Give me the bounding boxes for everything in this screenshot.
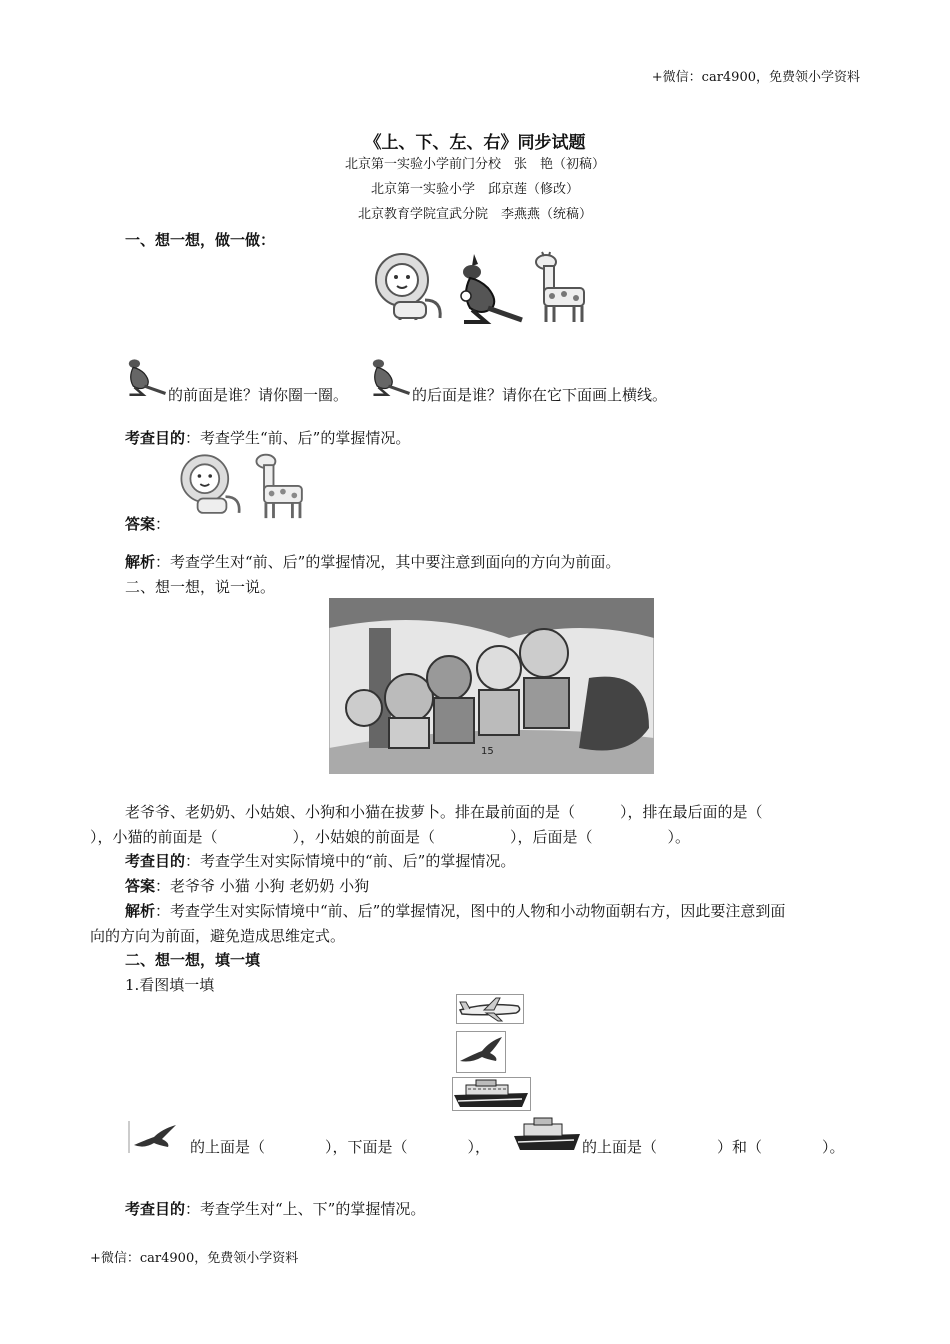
question-3-part2: 的上面是（ ）和（ ）。 xyxy=(582,1138,845,1156)
airplane-image xyxy=(456,994,524,1024)
section3-sub: 1.看图填一填 xyxy=(125,976,215,994)
ship-icon xyxy=(512,1116,582,1154)
analysis-1: 解析：考查学生对“前、后”的掌握情况，其中要注意到面向的方向为前面。 xyxy=(125,553,621,571)
question-3-part1: 的上面是（ ），下面是（ ）， xyxy=(190,1138,491,1156)
analysis-2-cont: 向的方向为前面，避免造成思维定式。 xyxy=(90,927,346,945)
kangaroo-icon xyxy=(366,350,412,396)
page-title: 《上、下、左、右》同步试题 xyxy=(364,133,586,153)
picture-number: 15 xyxy=(481,746,494,757)
purpose-2: 考查目的：考查学生对实际情境中的“前、后”的掌握情况。 xyxy=(125,852,516,870)
footer-note: +微信：car4900，免费领小学资料 xyxy=(90,1251,299,1266)
header-note: +微信：car4900，免费领小学资料 xyxy=(651,70,860,85)
author-line-1: 北京第一实验小学前门分校 张 艳（初稿） xyxy=(344,157,605,172)
ship-image xyxy=(452,1077,531,1111)
eagle-icon xyxy=(128,1121,180,1153)
question-2-line1: 老爷爷、老奶奶、小姑娘、小狗和小猫在拔萝卜。排在最前面的是（ ），排在最后面的是（ xyxy=(125,803,763,821)
purpose-3: 考查目的：考查学生对“上、下”的掌握情况。 xyxy=(125,1200,426,1218)
kangaroo-icon xyxy=(122,350,168,396)
question-2-line2: ），小猫的前面是（ ），小姑娘的前面是（ ），后面是（ ）。 xyxy=(90,828,691,846)
answer-2: 答案：老爷爷 小猫 小狗 老奶奶 小狗 xyxy=(125,877,370,895)
author-line-3: 北京教育学院宣武分院 李燕燕（统稿） xyxy=(357,207,592,222)
author-line-2: 北京第一实验小学 邱京莲（修改） xyxy=(370,182,579,197)
analysis-2: 解析：考查学生对实际情境中“前、后”的掌握情况，图中的人物和小动物面朝右方，因此要注意到面 xyxy=(125,902,786,920)
answer-1: 答案： xyxy=(125,515,171,533)
section2-heading: 二、想一想，说一说。 xyxy=(125,578,276,596)
section1-heading: 一、想一想，做一做： xyxy=(125,231,276,249)
question-a: 的前面是谁？请你圈一圈。 xyxy=(168,386,349,404)
giraffe-image xyxy=(252,450,312,520)
lion-image xyxy=(370,250,450,324)
section3-heading: 二、想一想，填一填 xyxy=(125,951,261,969)
question-b: 的后面是谁？请你在它下面画上横线。 xyxy=(412,386,668,404)
lion-image xyxy=(176,450,248,520)
giraffe-image xyxy=(532,250,594,324)
eagle-image xyxy=(456,1031,506,1073)
kangaroo-image xyxy=(452,250,526,324)
purpose-1: 考查目的：考查学生“前、后”的掌握情况。 xyxy=(125,429,411,447)
pulling-radish-picture xyxy=(329,598,654,774)
